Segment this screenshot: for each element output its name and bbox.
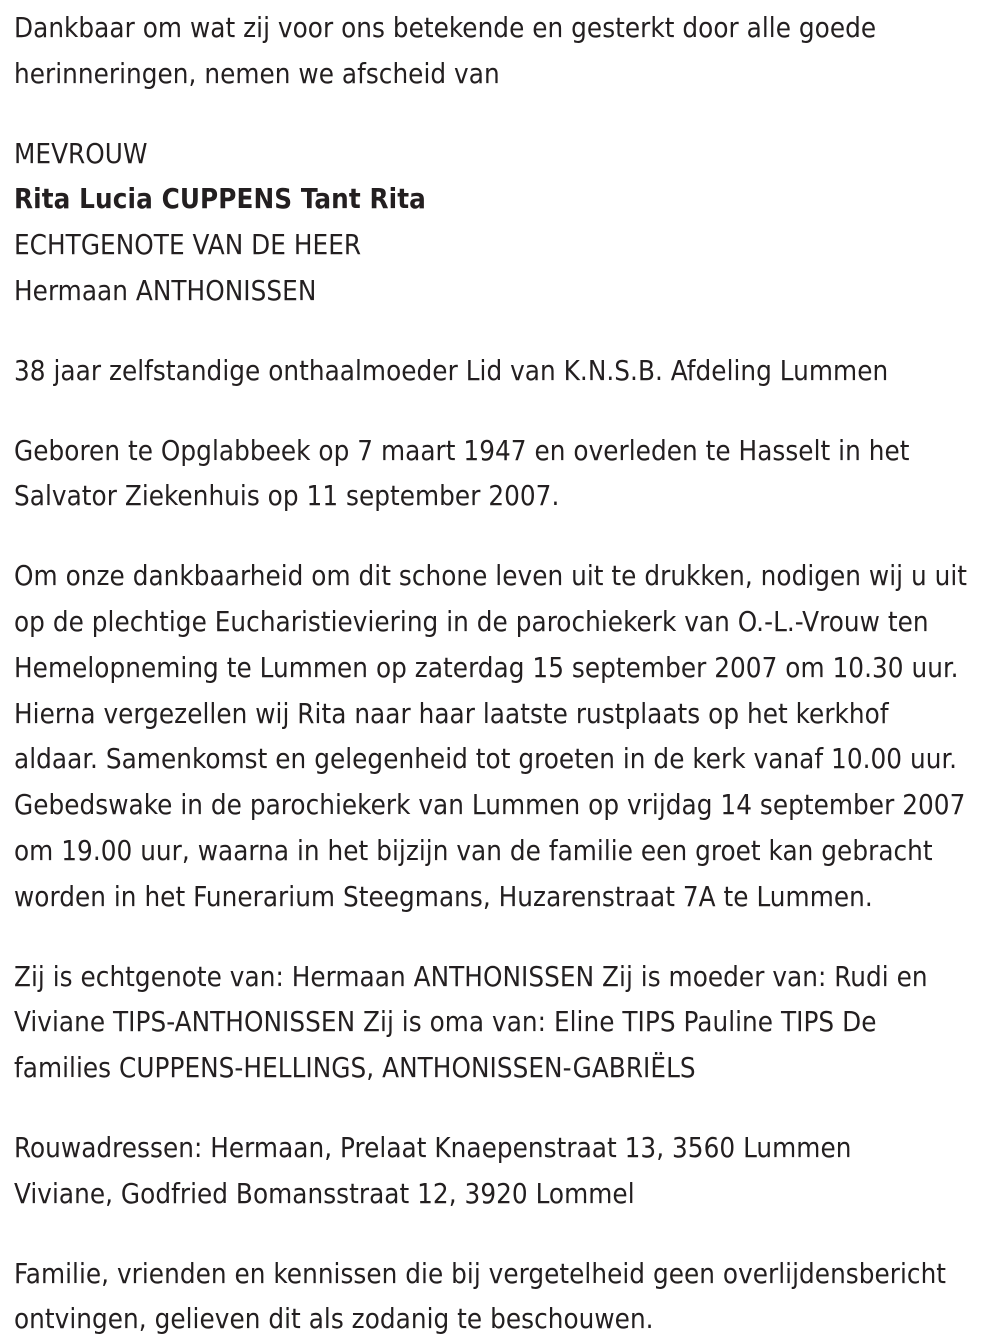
relatives-paragraph: Zij is echtgenote van: Hermaan ANTHONISSEN Zij is moeder van: Rudi en Viviane TIPS-ANTHONISSEN Zij is oma van: Eline TIPS Pauline TIPS De families CUPPENS-HELLINGS, ANTHONISSEN-GABRIËLS: [14, 960, 928, 1085]
occupation-paragraph: 38 jaar zelfstandige onthaalmoeder Lid van K.N.S.B. Afdeling Lummen: [14, 354, 889, 387]
spouse-relation-label: ECHTGENOTE VAN DE HEER: [14, 229, 362, 262]
spouse-name: Hermaan ANTHONISSEN: [14, 274, 317, 307]
birth-death-paragraph: Geboren te Opglabbeek op 7 maart 1947 en overleden te Hasselt in het Salvator Ziekenhuis op 11 september 2007.: [14, 434, 910, 513]
salutation-line: MEVROUW: [14, 137, 148, 170]
closing-paragraph: Familie, vrienden en kennissen die bij vergetelheid geen overlijdensbericht ontvingen, gelieven dit als zodanig te beschouwen.: [14, 1257, 947, 1336]
intro-paragraph: Dankbaar om wat zij voor ons betekende en gesterkt door alle goede herinneringen, nemen we afscheid van: [14, 12, 877, 90]
mourning-address-line-2: Viviane, Godfried Bomansstraat 12, 3920 Lommel: [14, 1177, 635, 1210]
deceased-name: Rita Lucia CUPPENS Tant Rita: [14, 183, 426, 216]
mourning-addresses-block: [14, 1126, 980, 1218]
ceremony-paragraph: Om onze dankbaarheid om dit schone leven uit te drukken, nodigen wij u uit op de plechtige Eucharistieviering in de parochiekerk van O.-L.-Vrouw ten Hemelopneming te Lummen op zaterdag 15 september 2007 om 10.30 uur. Hierna vergezellen wij Rita naar haar laatste rustplaats op het kerkhof aldaar. Samenkomst en gelegenheid tot groeten in de kerk vanaf 10.00 uur. Gebedswake in de parochiekerk van Lummen op vrijdag 14 september 2007 om 19.00 uur, waarna in het bijzijn van de familie een groet kan gebracht worden in het Funerarium Steegmans, Huzarenstraat 7A te Lummen.: [14, 560, 968, 913]
deceased-identity-block: [14, 132, 980, 315]
mourning-address-line-1: Rouwadressen: Hermaan, Prelaat Knaepenstraat 13, 3560 Lummen: [14, 1131, 852, 1164]
